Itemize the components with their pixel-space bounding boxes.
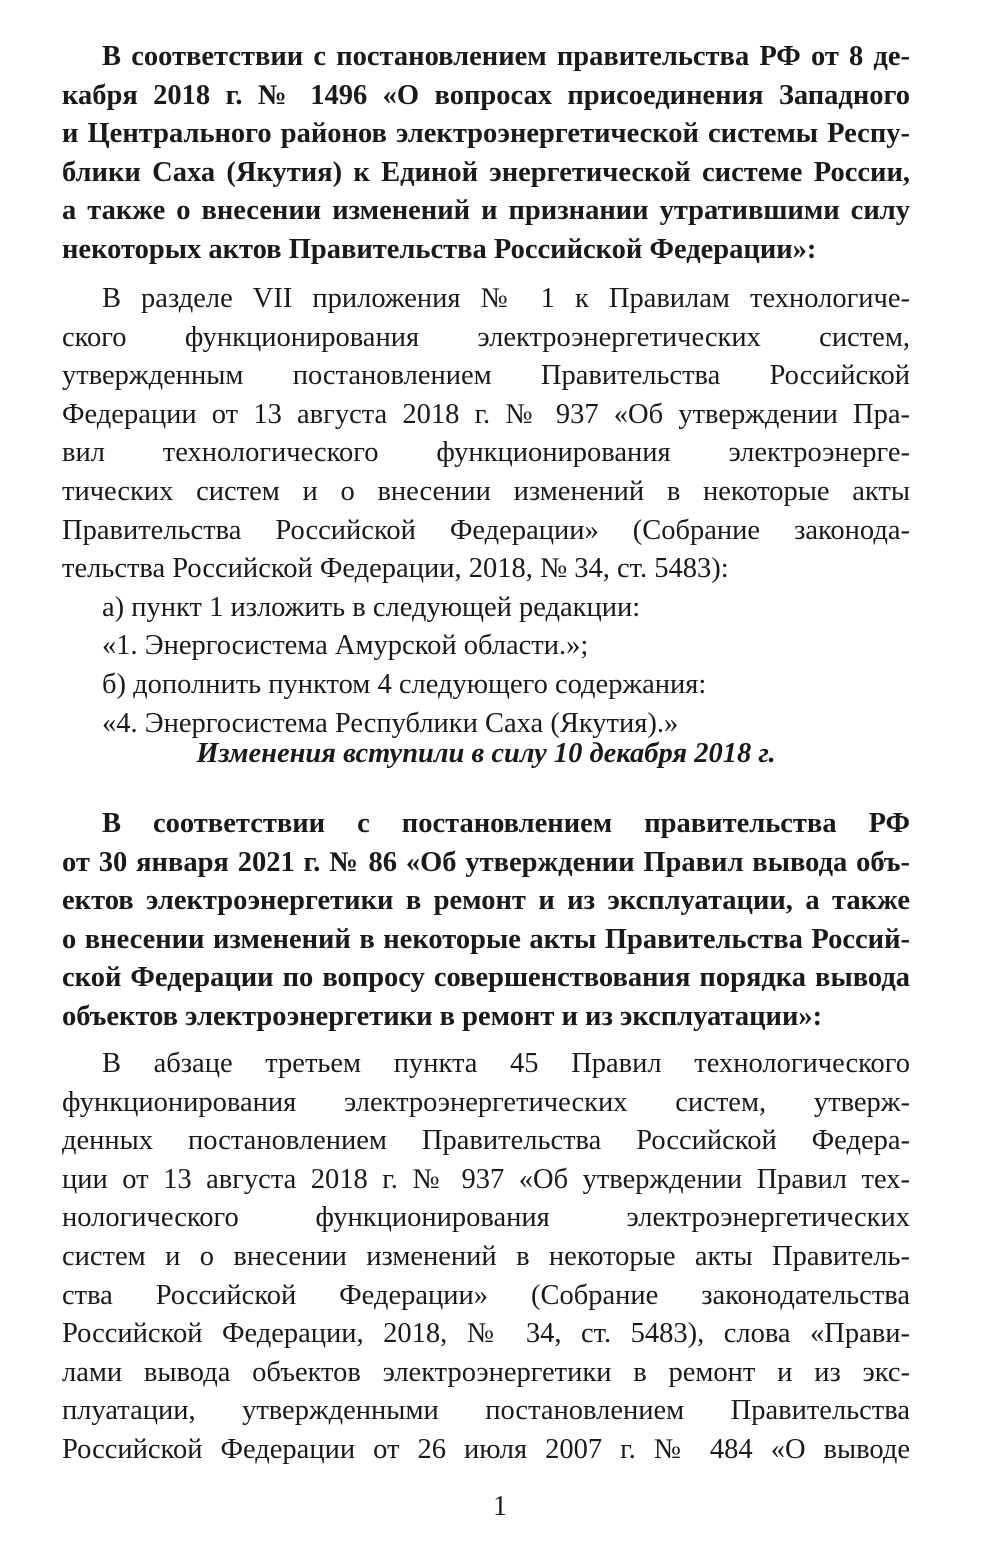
para2-line-7: ства Российской Федерации» (Собрание законодательства xyxy=(62,1279,910,1311)
page-number: 1 xyxy=(493,1491,507,1522)
para1-line-7: Правительства Российской Федерации» (Собрание законода- xyxy=(62,514,910,546)
heading2-line-5: ской Федерации по вопросу совершенствования порядка вывода xyxy=(62,962,910,994)
para2-line-9: лами вывода объектов электроэнергетики в ремонт и из экс- xyxy=(62,1356,910,1388)
heading1-line-1: В соответствии с постановлением правительства РФ от 8 де- xyxy=(102,41,910,72)
para2-line-1: В абзаце третьем пункта 45 Правил технологического xyxy=(102,1048,910,1079)
para1-line-4: Федерации от 13 августа 2018 г. № 937 «Об утверждении Пра- xyxy=(62,398,910,430)
effective-date-note: Изменения вступили в силу 10 декабря 2018 г. xyxy=(196,738,776,769)
para2-line-10: плуатации, утвержденными постановлением Правительства xyxy=(62,1395,910,1427)
para1-line-8: тельства Российской Федерации, 2018, № 34, ст. 5483): xyxy=(62,553,729,585)
list1-item-a: а) пункт 1 изложить в следующей редакции: xyxy=(102,591,641,623)
heading1-line-2: кабря 2018 г. № 1496 «О вопросах присоединения Западного xyxy=(62,79,910,111)
heading1-line-5: а также о внесении изменений и признании утратившими силу xyxy=(62,195,910,227)
heading2-line-2: от 30 января 2021 г. № 86 «Об утверждении Правил вывода объ- xyxy=(62,846,910,878)
para2-line-4: ции от 13 августа 2018 г. № 937 «Об утверждении Правил тех- xyxy=(62,1163,910,1195)
para2-line-11: Российской Федерации от 26 июля 2007 г. № 484 «О выводе xyxy=(62,1433,910,1465)
heading2-line-6: объектов электроэнергетики в ремонт и из эксплуатации»: xyxy=(62,1000,823,1032)
heading1-line-4: блики Саха (Якутия) к Единой энергетической системе России, xyxy=(62,156,910,188)
heading2-line-1: В соответствии с постановлением правительства РФ xyxy=(102,808,910,839)
para2-line-3: денных постановлением Правительства Российской Федера- xyxy=(62,1125,910,1157)
list1-item-a-text: «1. Энергосистема Амурской области.»; xyxy=(102,630,589,662)
heading2-line-3: ектов электроэнергетики в ремонт и из эксплуатации, а также xyxy=(62,885,910,917)
para1-line-6: тических систем и о внесении изменений в некоторые акты xyxy=(62,475,910,507)
heading-decree-1496 xyxy=(62,38,910,270)
para2-line-8: Российской Федерации, 2018, № 34, ст. 5483), слова «Прави- xyxy=(62,1318,910,1350)
para2-line-2: функционирования электроэнергетических систем, утверж- xyxy=(62,1086,910,1118)
para1-line-1: В разделе VII приложения № 1 к Правилам технологиче- xyxy=(102,283,910,314)
heading-decree-86 xyxy=(62,805,910,1037)
heading1-line-6: некоторых актов Правительства Российской Федерации»: xyxy=(62,233,817,265)
list1-item-b: б) дополнить пунктом 4 следующего содержания: xyxy=(102,668,707,700)
para2-line-5: нологического функционирования электроэнергетических xyxy=(62,1202,910,1234)
heading1-line-3: и Центрального районов электроэнергетической системы Респу- xyxy=(62,118,910,150)
heading2-line-4: о внесении изменений в некоторые акты Правительства Россий- xyxy=(62,923,910,955)
paragraph-section-vii xyxy=(62,280,910,743)
paragraph-point-45 xyxy=(62,1045,910,1470)
para1-line-5: вил технологического функционирования электроэнерге- xyxy=(62,437,910,469)
para1-line-3: утвержденным постановлением Правительства Российской xyxy=(62,360,910,392)
list1-item-b-text: «4. Энергосистема Республики Саха (Якутия).» xyxy=(102,707,679,739)
para1-line-2: ского функционирования электроэнергетических систем, xyxy=(62,321,910,353)
para2-line-6: систем и о внесении изменений в некоторые акты Правитель- xyxy=(62,1240,910,1272)
